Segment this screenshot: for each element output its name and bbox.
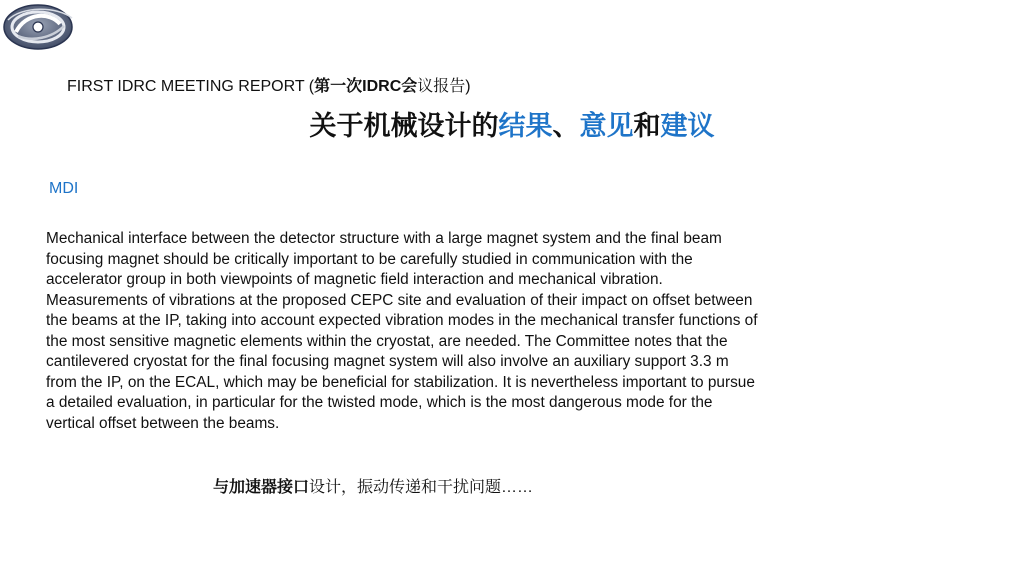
summary-note (213, 477, 533, 499)
report-cn-bold: 第一次IDRC会 (314, 78, 418, 95)
title-part-3: 结果 (498, 111, 553, 141)
title-part-7: 建议 (660, 111, 715, 141)
report-title (67, 77, 471, 97)
page-title (0, 108, 1024, 144)
title-part-2: 设计的 (417, 111, 499, 141)
title-part-1: 关于机械 (309, 111, 418, 141)
summary-note-rest: 设计，振动传递和干扰问题…… (309, 479, 534, 496)
institute-logo-icon (2, 2, 76, 52)
section-label: MDI (49, 180, 79, 197)
report-cn-rest: 议报告) (417, 78, 471, 95)
title-part-4: 、 (552, 111, 580, 141)
title-part-6: 和 (633, 111, 661, 141)
report-prefix: FIRST IDRC MEETING REPORT ( (67, 78, 315, 95)
summary-note-bold: 与加速器接口 (213, 479, 310, 496)
body-paragraph: Mechanical interface between the detector structure with a large magnet system and the final beam focusing magnet should be critically important to be carefully studied in communication with the accelerator group in both viewpoints of magnetic field interaction and mechanical vibration. Measurements of vibrations at the proposed CEPC site and evaluation of their impact on offset between the beams at the IP, taking into account expected vibration modes in the mechanical transfer functions of the most sensitive magnetic elements within the cryostat, are needed. The Committee notes that the cantilevered cryostat for the final focusing magnet system will also involve an auxiliary support 3.3 m from the IP, on the ECAL, which may be beneficial for stabilization. It is nevertheless important to pursue a detailed evaluation, in particular for the twisted mode, which is the most dangerous mode for the vertical offset between the beams. (46, 230, 758, 432)
title-part-5: 意见 (579, 111, 634, 141)
